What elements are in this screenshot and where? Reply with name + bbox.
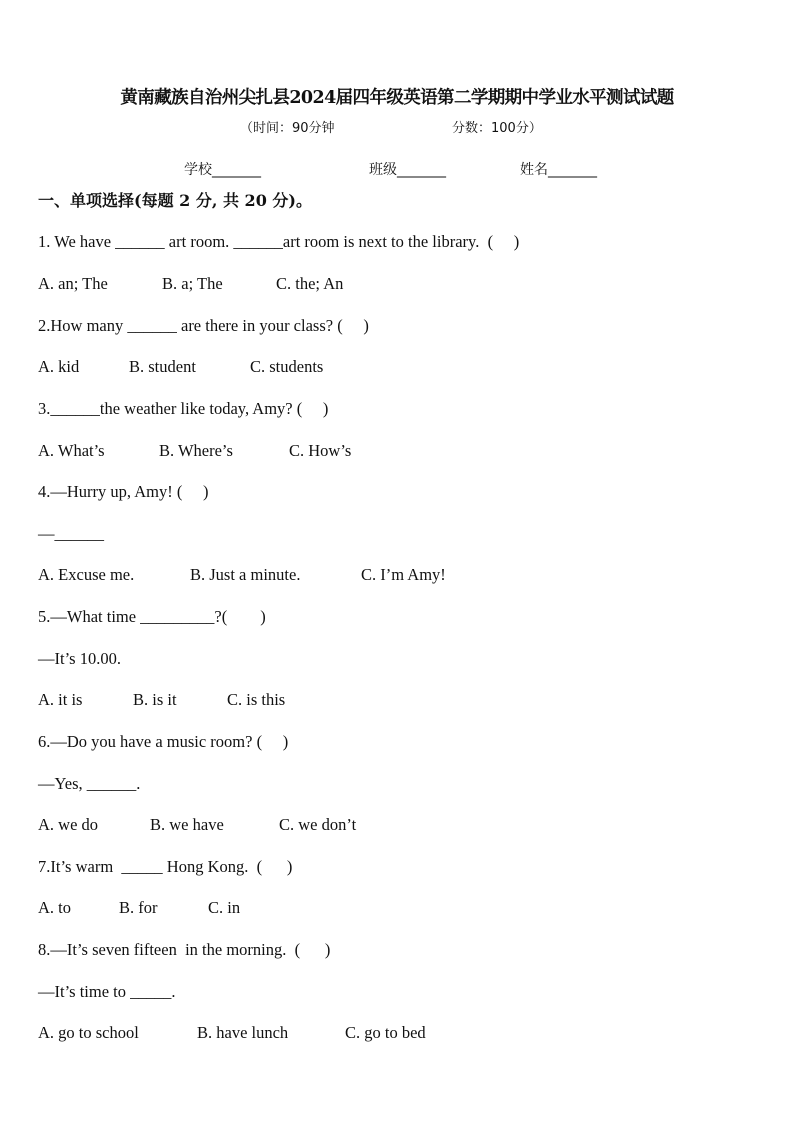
question-5: 5.—What time _________?( ) — [38, 607, 266, 626]
question-4-reply: —______ — [38, 524, 104, 543]
question-8-reply: —It’s time to _____. — [38, 982, 176, 1001]
exam-time: （时间：90分钟 — [240, 121, 335, 136]
q4-option-a: A. Excuse me. — [38, 565, 135, 584]
question-6: 6.—Do you have a music room? ( ) — [38, 732, 289, 751]
q8-option-c: C. go to bed — [345, 1023, 426, 1042]
q7-option-c: C. in — [208, 898, 241, 917]
q1-option-c: C. the; An — [276, 274, 344, 293]
q5-option-c: C. is this — [227, 690, 286, 709]
question-3: 3.______the weather like today, Amy? ( ) — [38, 399, 329, 418]
exam-score: 分数：100分） — [452, 121, 542, 136]
school-field: 学校_______ — [184, 162, 261, 178]
question-7: 7.It’s warm _____ Hong Kong. ( ) — [38, 857, 293, 876]
q8-option-b: B. have lunch — [197, 1023, 289, 1042]
question-5-reply: —It’s 10.00. — [38, 649, 121, 668]
q3-option-c: C. How’s — [289, 441, 352, 460]
q2-option-b: B. student — [129, 357, 196, 376]
q2-option-c: C. students — [250, 357, 324, 376]
q3-option-a: A. What’s — [38, 441, 105, 460]
q2-option-a: A. kid — [38, 357, 80, 376]
q1-option-b: B. a; The — [162, 274, 223, 293]
q4-option-c: C. I’m Amy! — [361, 565, 446, 584]
q5-option-a: A. it is — [38, 690, 83, 709]
q6-option-a: A. we do — [38, 815, 99, 834]
q4-option-b: B. Just a minute. — [190, 565, 301, 584]
q7-option-b: B. for — [119, 898, 158, 917]
q8-option-a: A. go to school — [38, 1023, 139, 1042]
name-field: 姓名_______ — [520, 162, 597, 178]
class-field: 班级_______ — [369, 162, 446, 178]
question-2: 2.How many ______ are there in your class? ( ) — [38, 316, 369, 335]
question-6-reply: —Yes, ______. — [38, 774, 141, 793]
question-8: 8.—It’s seven fifteen in the morning. ( ) — [38, 940, 331, 959]
q6-option-b: B. we have — [150, 815, 224, 834]
q3-option-b: B. Where’s — [159, 441, 233, 460]
section-heading: 一、单项选择(每题 2 分, 共 20 分)。 — [38, 191, 312, 210]
question-1: 1. We have ______ art room. ______art room is next to the library. ( ) — [38, 232, 520, 251]
q5-option-b: B. is it — [133, 690, 177, 709]
q1-option-a: A. an; The — [38, 274, 108, 293]
question-4: 4.—Hurry up, Amy! ( ) — [38, 482, 209, 501]
q6-option-c: C. we don’t — [279, 815, 357, 834]
q7-option-a: A. to — [38, 898, 71, 917]
exam-title: 黄南藏族自治州尖扎县2024届四年级英语第二学期期中学业水平测试试题 — [120, 88, 674, 108]
